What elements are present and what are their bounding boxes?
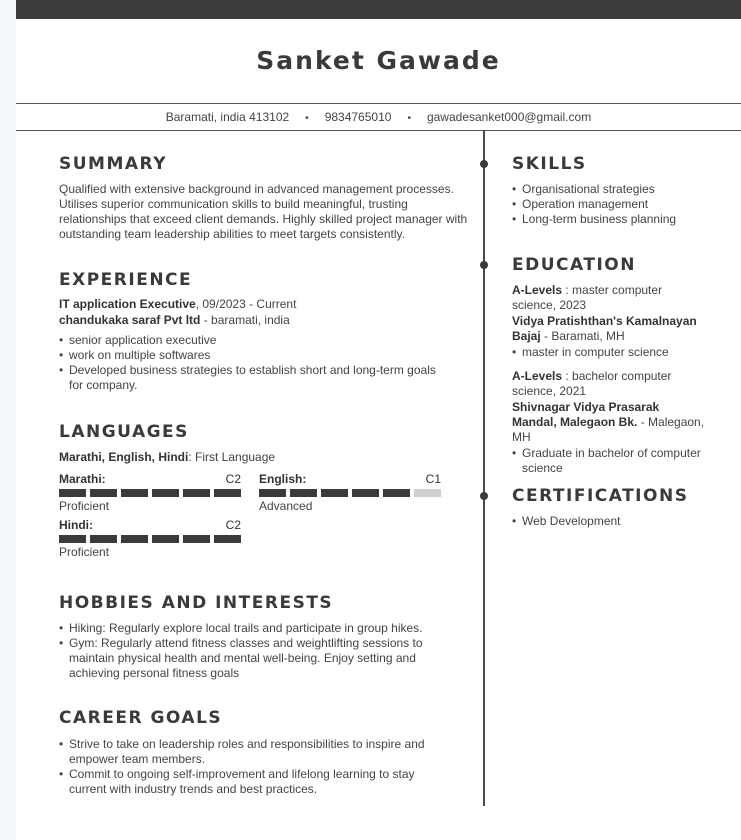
summary-line: Qualified with extensive background in advanced management processes. xyxy=(59,182,454,196)
list-item: • Developed business strategies to establish short and long-term goals for company. xyxy=(59,363,444,393)
header-bar xyxy=(16,0,741,19)
company-location: - baramati, india xyxy=(200,313,290,327)
degree: A-Levels xyxy=(512,369,563,383)
level-segment xyxy=(383,489,410,497)
education-heading: EDUCATION xyxy=(512,255,636,275)
language-level: C2 xyxy=(225,472,241,486)
level-segment xyxy=(290,489,317,497)
list-item: • Operation management xyxy=(512,197,722,212)
field-of-study: : bachelor computer science, 2021 xyxy=(512,369,672,398)
list-item: • Graduate in bachelor of computer science xyxy=(512,446,707,476)
language-marathi xyxy=(59,472,241,513)
language-proficiency: Advanced xyxy=(259,499,313,513)
language-level: C1 xyxy=(425,472,441,486)
level-segment xyxy=(214,535,241,543)
language-name: Hindi: xyxy=(59,518,93,532)
language-name: English: xyxy=(259,472,307,486)
first-language-names: Marathi, English, Hindi xyxy=(59,450,189,464)
candidate-name: Sanket Gawade xyxy=(256,46,501,75)
certifications-heading: CERTIFICATIONS xyxy=(512,486,689,506)
experience-heading: EXPERIENCE xyxy=(59,270,193,290)
level-segment xyxy=(121,489,148,497)
job-title: IT application Executive xyxy=(59,297,196,311)
bullet-separator-icon: • xyxy=(407,113,411,124)
resume-page xyxy=(16,0,741,840)
experience-bullets xyxy=(59,333,444,393)
contact-bar xyxy=(16,103,741,131)
summary-line: Utilises superior communication skills to build meaningful, trusting xyxy=(59,197,408,211)
level-segment xyxy=(59,489,86,497)
languages-heading: LANGUAGES xyxy=(59,422,189,442)
list-item: • master in computer science xyxy=(512,345,707,360)
degree: A-Levels xyxy=(512,283,563,297)
language-name: Marathi: xyxy=(59,472,106,486)
experience-block xyxy=(59,297,469,393)
level-segment xyxy=(90,489,117,497)
contact-email[interactable]: gawadesanket000@gmail.com xyxy=(426,110,592,124)
contact-address: Baramati, india 413102 xyxy=(165,110,290,124)
language-level-bar xyxy=(59,535,241,543)
skills-list xyxy=(512,182,722,227)
level-segment xyxy=(259,489,286,497)
list-item: • Hiking: Regularly explore local trails and participate in group hikes. xyxy=(59,621,459,636)
education-entry xyxy=(512,283,707,360)
summary-text xyxy=(59,182,469,242)
summary-line: outstanding team leadership abilities to meet targets consistently. xyxy=(59,227,405,241)
list-item: • senior application executive xyxy=(59,333,444,348)
skills-heading: SKILLS xyxy=(512,154,587,174)
level-segment xyxy=(152,535,179,543)
timeline-dot-icon xyxy=(480,261,488,269)
level-segment xyxy=(90,535,117,543)
summary-heading: SUMMARY xyxy=(59,154,168,174)
job-dates: , 09/2023 - Current xyxy=(195,297,297,311)
level-segment xyxy=(183,535,210,543)
level-segment xyxy=(414,489,441,497)
level-segment xyxy=(352,489,379,497)
field-of-study: : master computer science, 2023 xyxy=(512,283,663,312)
list-item: • Web Development xyxy=(512,514,722,529)
timeline-dot-icon xyxy=(480,160,488,168)
certifications-list xyxy=(512,514,722,529)
career-goals-list xyxy=(59,737,449,797)
first-language-label: : First Language xyxy=(188,450,276,464)
list-item: • Commit to ongoing self-improvement and lifelong learning to stay current with industry trends and best practices. xyxy=(59,767,449,797)
language-level-bar xyxy=(259,489,441,497)
language-level: C2 xyxy=(225,518,241,532)
language-level-bar xyxy=(59,489,241,497)
first-language xyxy=(59,450,275,465)
level-segment xyxy=(121,535,148,543)
language-hindi xyxy=(59,518,241,559)
level-segment xyxy=(214,489,241,497)
school-name: Vidya Pratishthan's Kamalnayan Bajaj xyxy=(512,314,697,343)
bullet-separator-icon: • xyxy=(305,113,309,124)
language-english xyxy=(259,472,441,513)
contact-phone: 9834765010 xyxy=(324,110,392,124)
education-entry xyxy=(512,369,707,476)
level-segment xyxy=(152,489,179,497)
career-goals-heading: CAREER GOALS xyxy=(59,708,223,728)
school-place: - Malegaon, MH xyxy=(512,415,705,444)
hobbies-list xyxy=(59,621,459,681)
school-place: - Baramati, MH xyxy=(540,329,625,343)
summary-line: relationships that exceed client demands. Highly skilled project manager with xyxy=(59,212,468,226)
language-proficiency: Proficient xyxy=(59,499,110,513)
hobbies-heading: HOBBIES AND INTERESTS xyxy=(59,593,334,613)
school-name: Shivnagar Vidya Prasarak Mandal, Malegaon Bk. xyxy=(512,400,660,429)
level-segment xyxy=(59,535,86,543)
list-item: • Gym: Regularly attend fitness classes and weightlifting sessions to maintain physical health and mental well-being. Enjoy setting and achieving personal fitness goals xyxy=(59,636,459,681)
list-item: • Organisational strategies xyxy=(512,182,722,197)
company-name: chandukaka saraf Pvt ltd xyxy=(59,313,201,327)
level-segment xyxy=(183,489,210,497)
list-item: • Strive to take on leadership roles and responsibilities to inspire and empower team members. xyxy=(59,737,449,767)
level-segment xyxy=(321,489,348,497)
language-proficiency: Proficient xyxy=(59,545,110,559)
timeline-dot-icon xyxy=(480,492,488,500)
column-divider xyxy=(483,130,485,806)
list-item: • work on multiple softwares xyxy=(59,348,444,363)
list-item: • Long-term business planning xyxy=(512,212,722,227)
